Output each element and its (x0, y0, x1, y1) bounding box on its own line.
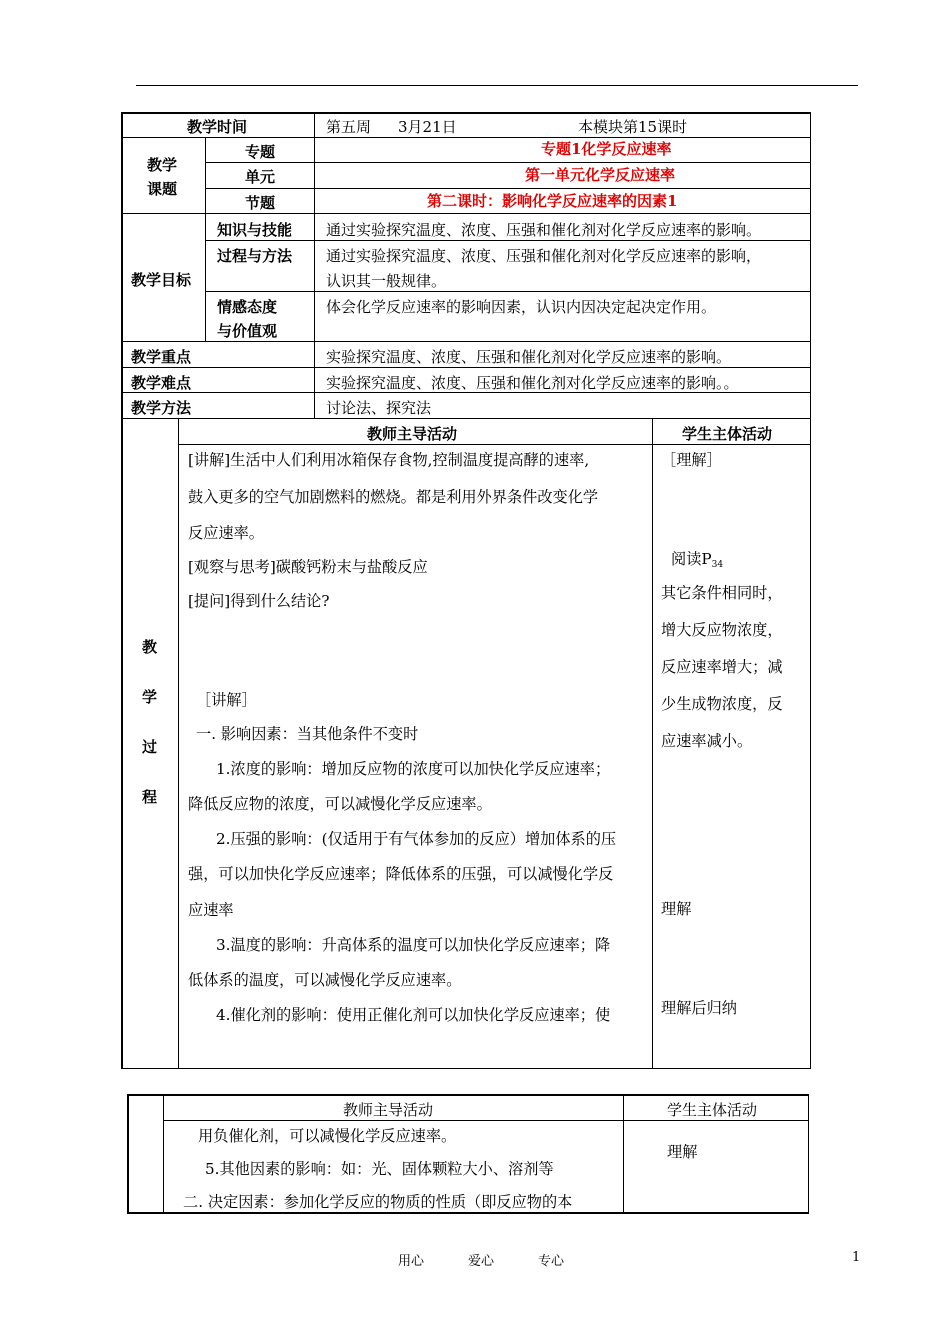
method-label: 教学方法 (131, 399, 192, 417)
zhuanti-value: 专题1化学反应速率 (541, 140, 672, 158)
cont-teacher-header: 教师主导活动 (343, 1101, 434, 1119)
key-point-value: 实验探究温度、浓度、压强和催化剂对化学反应速率的影响。 (326, 348, 732, 366)
teacher-activity-header: 教师主导活动 (367, 425, 458, 443)
teacher-line: 鼓入更多的空气加剧燃料的燃烧。都是利用外界条件改变化学 (188, 488, 599, 506)
process-side-char-1: 教 (142, 638, 158, 656)
page-subscript: 34 (711, 560, 724, 570)
student-line: 理解 (661, 900, 692, 918)
cont-teacher-line: 5.其他因素的影响：如：光、固体颗粒大小、溶剂等 (205, 1160, 554, 1178)
process-value-line2: 认识其一般规律。 (326, 272, 447, 290)
student-activity-header: 学生主体活动 (682, 425, 773, 443)
process-label: 过程与方法 (217, 247, 293, 265)
teacher-line: ［讲解］ (196, 691, 257, 709)
teacher-line: 应速率 (188, 901, 234, 919)
student-line: 其它条件相同时， (661, 584, 783, 602)
student-line: ［理解］ (661, 451, 722, 469)
footer-motto-3: 专心 (538, 1254, 565, 1269)
process-side-char-3: 过 (142, 738, 158, 756)
method-value: 讨论法、探究法 (326, 399, 432, 417)
topic-group-label-line2: 课题 (147, 180, 178, 198)
process-side-char-2: 学 (142, 688, 158, 706)
teacher-line: 1.浓度的影响：增加反应物的浓度可以加快化学反应速率； (216, 760, 611, 778)
teaching-date: 3月21日 (398, 118, 457, 136)
footer-motto-1: 用心 (398, 1254, 425, 1269)
teacher-line: 反应速率。 (188, 524, 264, 542)
teacher-line: 强，可以加快化学反应速率；降低体系的压强，可以减慢化学反 (188, 865, 614, 883)
jieti-label: 节题 (245, 194, 276, 212)
student-line: 少生成物浓度，反 (661, 695, 783, 713)
teacher-line: 3.温度的影响：升高体系的温度可以加快化学反应速率；降 (216, 936, 611, 954)
danyuan-value: 第一单元化学反应速率 (525, 166, 676, 184)
difficult-point-value: 实验探究温度、浓度、压强和催化剂对化学反应速率的影响。。 (326, 374, 739, 392)
page-number: 1 (852, 1250, 861, 1265)
emotion-label-line1: 情感态度 (217, 298, 278, 316)
teacher-line: 4.催化剂的影响：使用正催化剂可以加快化学反应速率；使 (216, 1006, 611, 1024)
cont-teacher-line: 用负催化剂，可以减慢化学反应速率。 (198, 1127, 457, 1145)
student-line: 增大反应物浓度， (661, 621, 783, 639)
teacher-line: [观察与思考]碳酸钙粉末与盐酸反应 (188, 558, 428, 576)
footer-motto-2: 爱心 (468, 1254, 495, 1269)
teacher-line: 低体系的温度，可以减慢化学反应速率。 (188, 971, 462, 989)
teacher-line: 一. 影响因素：当其他条件不变时 (196, 725, 419, 743)
cont-student-header: 学生主体活动 (667, 1101, 758, 1119)
cont-teacher-line: 二. 决定因素：参加化学反应的物质的性质（即反应物的本 (183, 1193, 573, 1211)
danyuan-label: 单元 (245, 168, 276, 186)
process-side-char-4: 程 (142, 788, 158, 806)
teacher-line: [讲解]生活中人们利用冰箱保存食物,控制温度提高酵的速率, (188, 451, 590, 469)
header-rule (136, 85, 858, 86)
student-line: 理解后归纳 (661, 999, 737, 1017)
student-line-reading: 阅读$P_{34}$ (671, 550, 724, 570)
knowledge-value: 通过实验探究温度、浓度、压强和催化剂对化学反应速率的影响。 (326, 221, 762, 239)
student-line: 应速率减小。 (661, 732, 753, 750)
cont-student-line: 理解 (667, 1143, 698, 1161)
teacher-line: 2.压强的影响：(仅适用于有气体参加的反应）增加体系的压 (216, 830, 617, 848)
lesson-number: 本模块第15课时 (578, 118, 688, 136)
jieti-value: 第二课时：影响化学反应速率的因素1 (427, 192, 678, 210)
goals-label: 教学目标 (131, 271, 192, 289)
teaching-week: 第五周 (326, 118, 372, 136)
key-point-label: 教学重点 (131, 348, 192, 366)
topic-group-label-line1: 教学 (147, 156, 178, 174)
difficult-point-label: 教学难点 (131, 374, 192, 392)
zhuanti-label: 专题 (245, 143, 276, 161)
teacher-line: 降低反应物的浓度，可以减慢化学反应速率。 (188, 795, 492, 813)
student-line: 反应速率增大；减 (661, 658, 783, 676)
emotion-label-line2: 与价值观 (217, 322, 278, 340)
process-value-line1: 通过实验探究温度、浓度、压强和催化剂对化学反应速率的影响， (326, 247, 762, 265)
emotion-value: 体会化学反应速率的影响因素，认识内因决定起决定作用。 (326, 298, 717, 316)
knowledge-label: 知识与技能 (217, 221, 293, 239)
teaching-time-label: 教学时间 (187, 118, 248, 136)
teacher-line: [提问]得到什么结论? (188, 592, 330, 610)
